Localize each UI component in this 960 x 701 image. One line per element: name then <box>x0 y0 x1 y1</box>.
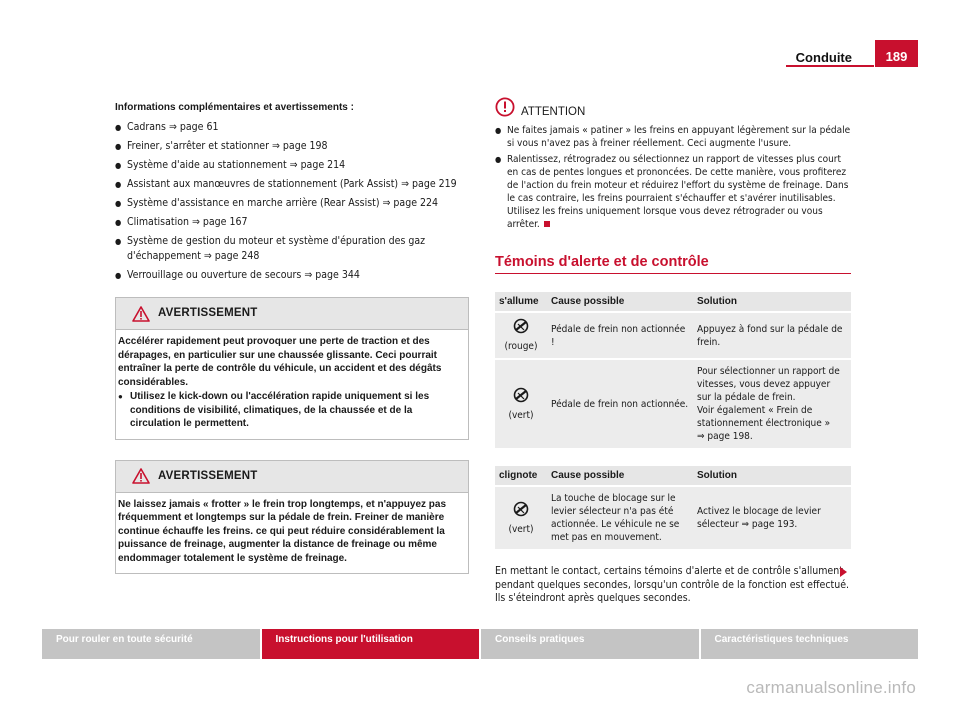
table-row <box>495 359 851 449</box>
table-header-row <box>495 292 851 312</box>
light-color: (vert) <box>508 523 534 535</box>
tab-practical-tips[interactable]: Conseils pratiques <box>481 629 699 659</box>
icon-cell <box>495 486 547 550</box>
table-cell <box>693 359 851 449</box>
solution-link[interactable]: ⇒ page 198. <box>697 431 753 442</box>
section-heading: Témoins d'alerte et de contrôle <box>495 255 851 274</box>
list-item: ● Système d'aide au stationnement ⇒ page 214 <box>115 158 469 173</box>
brake-pedal-icon <box>512 318 530 334</box>
section-title-header: Conduite <box>795 50 852 65</box>
warning-title: AVERTISSEMENT <box>158 307 258 319</box>
list-item: ● Cadrans ⇒ page 61 <box>115 120 469 135</box>
bottom-paragraph: En mettant le contact, certains témoins d'alerte et de contrôle s'allument pendant quelques secondes, lorsqu'un contrôle de la fonction est effectué. Ils s'éteindront après quelques secondes. <box>495 565 850 604</box>
tab-technical-specs[interactable]: Caractéristiques techniques <box>701 629 919 659</box>
table-header: s'allume <box>495 292 547 312</box>
list-item: ● Système de gestion du moteur et système d'épuration des gaz d'échappement ⇒ page 248 <box>115 234 469 264</box>
attention-title: ATTENTION <box>521 105 586 118</box>
attention-bullet: ● Ne faites jamais « patiner » les freins en appuyant légèrement sur la pédale si vous n'avez pas à freiner réellement. Ceci augmente l'usure. <box>495 124 851 150</box>
warning-body <box>116 493 468 574</box>
page-number: 189 <box>875 40 918 67</box>
warning-header <box>116 298 468 330</box>
left-column <box>115 100 469 574</box>
table-header-row <box>495 466 851 486</box>
warning-title: AVERTISSEMENT <box>158 469 258 482</box>
icon-cell <box>495 312 547 359</box>
watermark: carmanualsonline.info <box>746 678 916 697</box>
attention-header <box>495 92 851 122</box>
attention-text <box>495 124 851 231</box>
end-marker-icon <box>544 221 550 227</box>
warning-triangle-icon <box>132 468 150 484</box>
table-cell: Pédale de frein non actionnée ! <box>547 312 693 359</box>
attention-bullet-text: Ralentissez, rétrogradez ou sélectionnez un rapport de vitesses plus court en cas de pentes longues et prononcées. De cette manière, vous profiterez de l'action du frein moteur et réduirez l'effort du système de freinage. Dans le cas contraire, les freins pourraient s'échauffer et s'avérer inutilisables. Utilisez les freins uniquement lorsque vous devez rétrograder ou vous arrêter. <box>507 154 849 230</box>
solution-text: Pour sélectionner un rapport de vitesses, vous devez appuyer sur la pédale de frein. <box>697 366 840 403</box>
table-row <box>495 312 851 359</box>
header-underline <box>786 65 874 67</box>
warning-box-1 <box>115 297 469 440</box>
continue-arrow-icon <box>840 567 847 577</box>
attention-bullet <box>495 153 851 231</box>
list-item: ● Système d'assistance en marche arrière (Rear Assist) ⇒ page 224 <box>115 196 469 211</box>
table-cell: La touche de blocage sur le levier sélecteur n'a pas été actionnée. Le véhicule ne se met pas en mouvement. <box>547 486 693 550</box>
brake-pedal-icon <box>512 501 530 517</box>
info-title: Informations complémentaires et avertissements : <box>115 102 354 113</box>
table-cell: Appuyez à fond sur la pédale de frein. <box>693 312 851 359</box>
table-cell: Pédale de frein non actionnée. <box>547 359 693 449</box>
footer-nav <box>42 629 918 659</box>
warning-light-table-1 <box>495 292 851 450</box>
table-cell: Activez le blocage de levier sélecteur ⇒ page 193. <box>693 486 851 550</box>
right-column <box>495 100 851 606</box>
table-header: Cause possible <box>547 466 693 486</box>
list-item: ● Freiner, s'arrêter et stationner ⇒ page 198 <box>115 139 469 154</box>
table-header: clignote <box>495 466 547 486</box>
tab-safety[interactable]: Pour rouler en toute sécurité <box>42 629 260 659</box>
solution-text: Voir également « Frein de stationnement électronique » <box>697 405 831 429</box>
icon-cell <box>495 359 547 449</box>
brake-pedal-icon <box>512 387 530 403</box>
table-row <box>495 486 851 550</box>
table-header: Cause possible <box>547 292 693 312</box>
list-item: ● Climatisation ⇒ page 167 <box>115 215 469 230</box>
tab-instructions[interactable]: Instructions pour l'utilisation <box>262 629 480 659</box>
warning-text: Accélérer rapidement peut provoquer une perte de traction et des dérapages, en particulier sur une chaussée glissante. Ceci pourrait entraîner la perte de contrôle du véhicule, un accident et des dégâts considérables. <box>118 336 442 388</box>
attention-icon <box>495 97 515 117</box>
warning-header <box>116 461 468 493</box>
light-color: (rouge) <box>504 341 538 352</box>
warning-triangle-icon <box>132 306 150 322</box>
warning-light-table-2 <box>495 466 851 551</box>
page-header <box>42 40 918 66</box>
warning-box-2 <box>115 460 469 575</box>
warning-text: Ne laissez jamais « frotter » le frein trop longtemps, et n'appuyez pas fréquemment et longtemps sur la pédale de frein. Freiner de manière continue échauffe les freins. ce qui peut réduire considérablement la puissance de freinage, augmenter la distance de freinage ou même endommager totalement le système de freinage. <box>118 498 447 564</box>
table-header: Solution <box>693 466 851 486</box>
list-item: ● Assistant aux manœuvres de stationnement (Park Assist) ⇒ page 219 <box>115 177 469 192</box>
warning-body <box>116 330 468 439</box>
light-color: (vert) <box>508 409 534 421</box>
table-header: Solution <box>693 292 851 312</box>
list-item: ● Verrouillage ou ouverture de secours ⇒ page 344 <box>115 268 469 283</box>
warning-bullet: ● Utilisez le kick-down ou l'accélération rapide uniquement si les conditions de visibilité, climatiques, de la chaussée et de la circulation le permettent. <box>118 390 463 431</box>
